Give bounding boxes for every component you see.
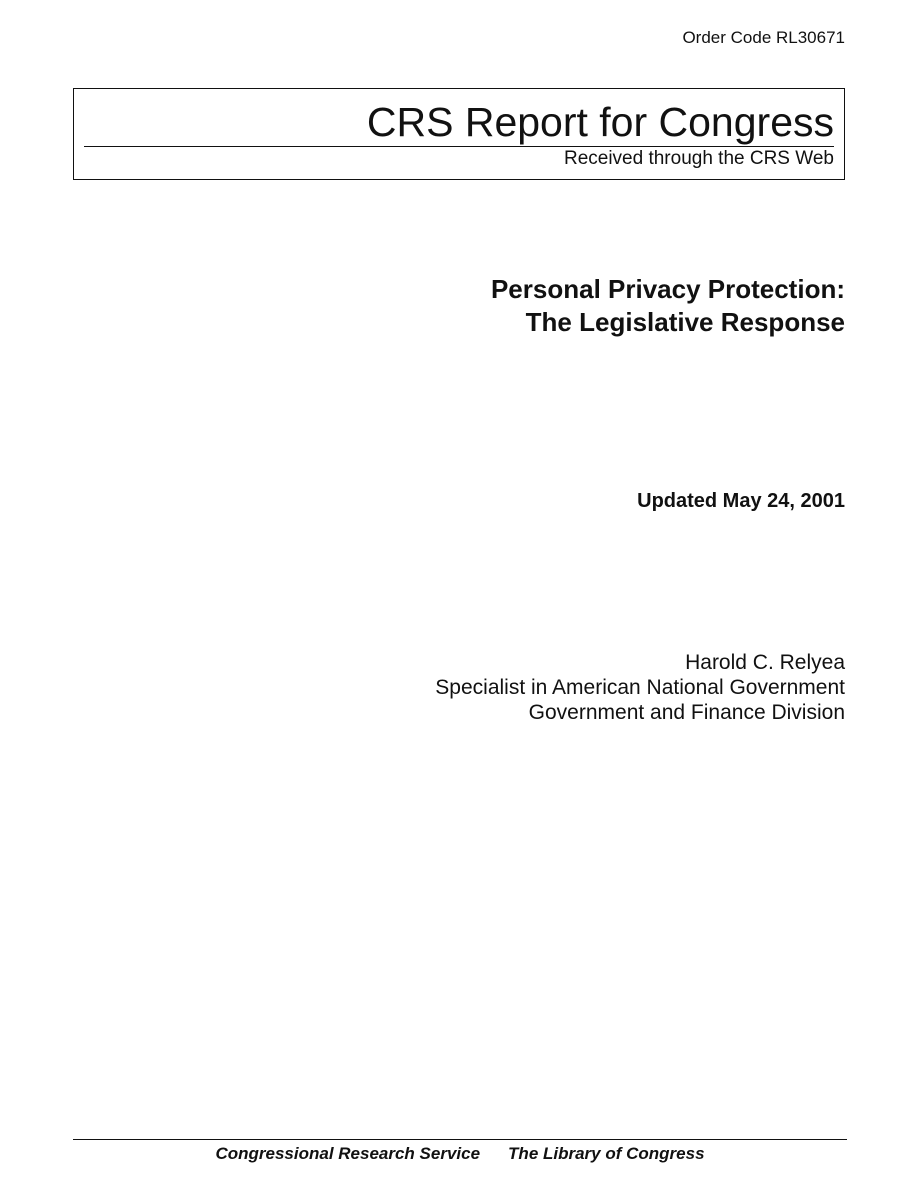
header-subtitle: Received through the CRS Web — [563, 148, 834, 169]
report-title — [491, 273, 845, 339]
updated-date: Updated May 24, 2001 — [637, 490, 845, 512]
footer-library: The Library of Congress — [508, 1144, 705, 1163]
footer-divider — [73, 1139, 847, 1140]
header-title: CRS Report for Congress — [366, 99, 834, 145]
report-title-line-2: The Legislative Response — [525, 307, 845, 337]
report-title-line-1: Personal Privacy Protection: — [490, 274, 845, 304]
order-code: Order Code RL30671 — [682, 28, 845, 47]
author-block — [435, 650, 845, 725]
author-position: Specialist in American National Government — [435, 676, 845, 699]
author-name: Harold C. Relyea — [685, 651, 845, 674]
footer-crs: Congressional Research Service — [215, 1144, 481, 1163]
footer — [0, 1143, 920, 1165]
author-division: Government and Finance Division — [528, 701, 845, 724]
report-header-box — [73, 88, 845, 180]
